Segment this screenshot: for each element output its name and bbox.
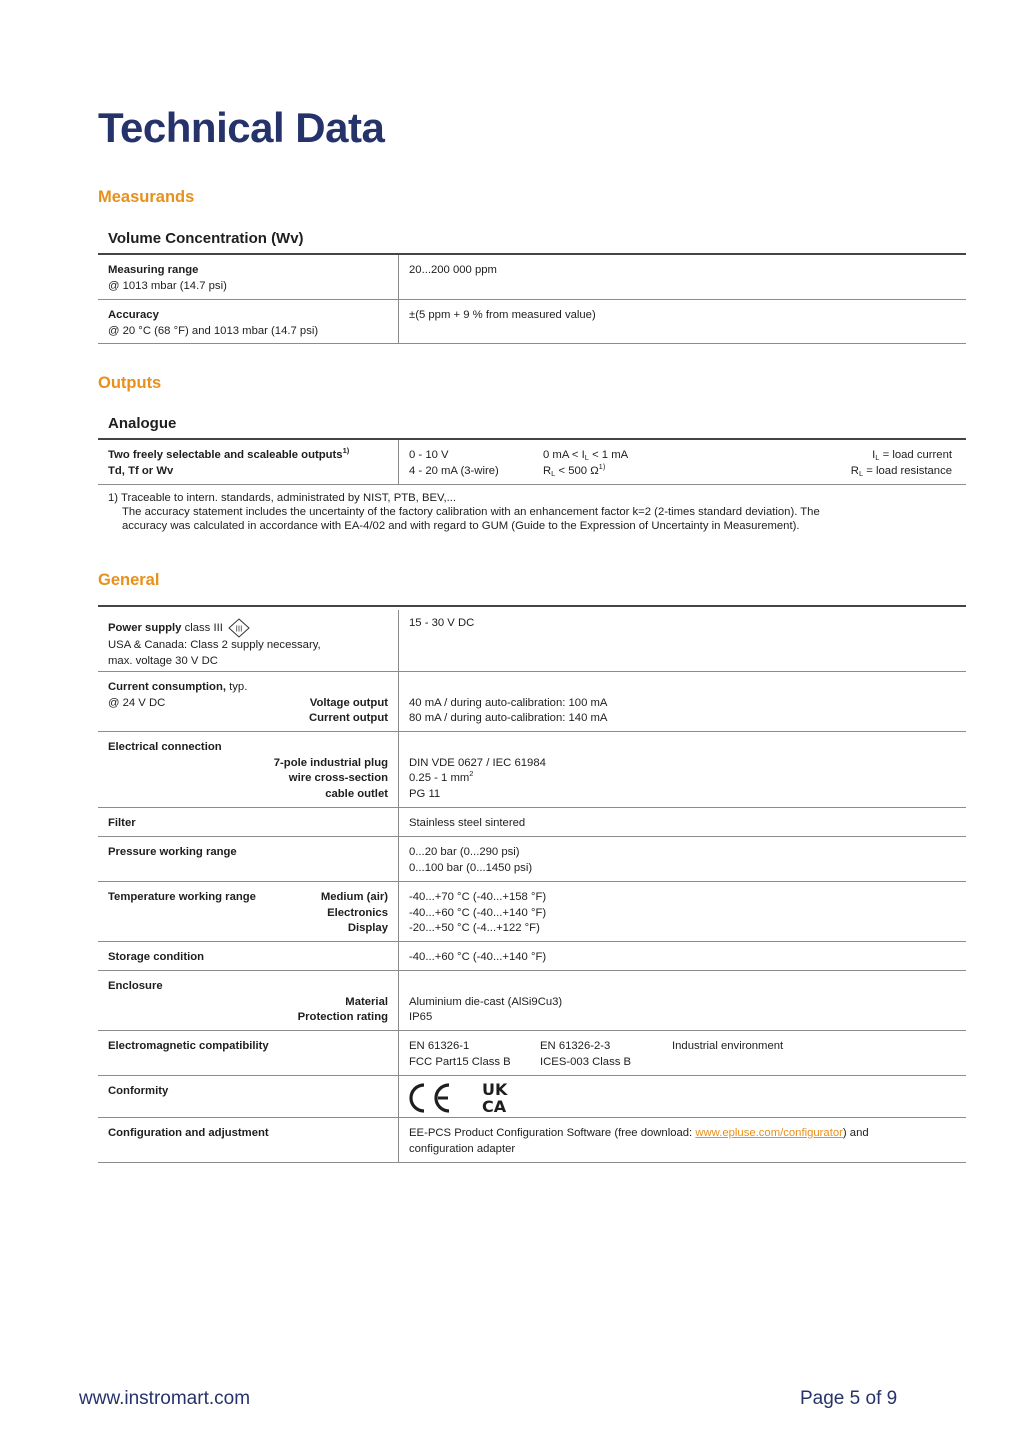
- general-table: [98, 605, 966, 1163]
- electrical-connection-label: Electrical connection: [108, 741, 222, 753]
- enclosure-label: Enclosure: [108, 980, 163, 992]
- outputs-heading: Outputs: [98, 374, 162, 392]
- measuring-range-value: 20...200 000 ppm: [409, 264, 497, 276]
- configurator-link[interactable]: www.epluse.com/configurator: [695, 1127, 843, 1139]
- table-row: [98, 1031, 966, 1076]
- emc-environment: Industrial environment: [672, 1040, 784, 1052]
- power-supply-value: 15 - 30 V DC: [409, 617, 475, 629]
- measurands-heading: Measurands: [98, 188, 195, 206]
- configuration-adapter: configuration adapter: [409, 1142, 516, 1155]
- ce-mark-icon: [409, 1082, 455, 1114]
- load-resistance-note: $R_L$ = load resistance: [850, 464, 952, 478]
- measuring-range-condition: @ 1013 mbar (14.7 psi): [108, 279, 227, 292]
- filter-value: Stainless steel sintered: [409, 817, 526, 829]
- power-supply-note: USA & Canada: Class 2 supply necessary,: [108, 639, 321, 651]
- protection-class-iii-icon: [228, 618, 250, 638]
- pressure-range-label: Pressure working range: [108, 846, 237, 858]
- power-supply-max-voltage: max. voltage 30 V DC: [108, 654, 218, 667]
- current-output-consumption: 80 mA / during auto-calibration: 140 mA: [409, 712, 608, 724]
- industrial-plug-label: 7-pole industrial plug: [273, 756, 388, 769]
- page-title: Technical Data: [98, 104, 385, 151]
- table-row: [98, 808, 966, 837]
- cable-outlet-value: PG 11: [409, 787, 441, 800]
- voltage-output-label: Voltage output: [309, 696, 388, 709]
- storage-condition-label: Storage condition: [108, 951, 205, 963]
- accuracy-label: Accuracy: [108, 309, 159, 321]
- display-temperature: -20...+50 °C (-4...+122 °F): [409, 922, 540, 934]
- emc-standard-1: EN 61326-1: [409, 1040, 470, 1052]
- outputs-table: [98, 438, 966, 485]
- footer-page-number: Page 5 of 9: [800, 1388, 898, 1409]
- voltage-output-consumption: 40 mA / during auto-calibration: 100 mA: [409, 696, 608, 709]
- current-consumption-label: Current consumption,: [108, 681, 226, 693]
- table-row: [98, 1076, 966, 1118]
- current-output-label: Current output: [308, 712, 388, 724]
- footnote: [108, 491, 820, 534]
- ukca-mark-icon: [480, 1080, 520, 1114]
- voltage-load-condition: 0 mA < $I_L < 1$ mA: [543, 449, 629, 462]
- footer-website[interactable]: www.instromart.com: [79, 1388, 251, 1409]
- table-row: [98, 732, 966, 808]
- outputs-parameters: Td, Tf or Wv: [108, 464, 174, 477]
- emc-label: Electromagnetic compatibility: [108, 1040, 269, 1052]
- table-row: [98, 440, 966, 485]
- analogue-subheading: Analogue: [108, 415, 177, 432]
- table-row: [98, 971, 966, 1031]
- electronics-temperature: -40...+60 °C (-40...+140 °F): [409, 906, 547, 919]
- table-row: [98, 882, 966, 942]
- temperature-range-label: Temperature working range: [108, 891, 256, 903]
- emc-standard-2: EN 61326-2-3: [540, 1040, 611, 1052]
- filter-label: Filter: [108, 817, 136, 829]
- svg-text:UK: UK: [482, 1080, 508, 1099]
- table-row: [98, 255, 966, 300]
- outputs-label: Two freely selectable and scaleable outputs$^{1)}$: [108, 446, 350, 461]
- footnote-line-2: The accuracy statement includes the uncertainty of the factory calibration with an enhancement factor k=2 (2-times standard deviation). The: [122, 506, 820, 519]
- output-row-1: [409, 448, 956, 464]
- svg-text:III: III: [235, 624, 243, 634]
- table-row: [98, 837, 966, 882]
- voltage-output-range: 0 - 10 V: [409, 449, 449, 461]
- emc-standard-3: FCC Part15 Class B: [409, 1055, 511, 1068]
- load-current-note: $I_L$ = load current: [872, 449, 952, 462]
- accuracy-condition: @ 20 °C (68 °F) and 1013 mbar (14.7 psi): [108, 324, 319, 337]
- current-output-range: 4 - 20 mA (3-wire): [409, 464, 499, 477]
- pressure-range-value-2: 0...100 bar (0...1450 psi): [409, 861, 533, 874]
- volume-concentration-subheading: Volume Concentration (Wv): [108, 230, 304, 247]
- general-heading: General: [98, 571, 160, 589]
- output-row-2: [409, 461, 956, 480]
- storage-condition-value: -40...+60 °C (-40...+140 °F): [409, 951, 547, 963]
- wire-cross-section-value: 0.25 - 1 $mm^2$: [409, 769, 474, 784]
- svg-text:CA: CA: [482, 1097, 507, 1114]
- cable-outlet-label: cable outlet: [325, 787, 388, 800]
- protection-rating-value: IP65: [409, 1011, 433, 1023]
- medium-air-label: Medium (air): [320, 891, 388, 903]
- current-load-condition: $R_L < 500$ $\Omega^{1)}$: [543, 461, 606, 478]
- protection-rating-label: Protection rating: [297, 1011, 388, 1023]
- conformity-label: Conformity: [108, 1085, 169, 1097]
- table-row: Configuration and adjustment EE-PCS Product Configuration Software (free download: www.epluse.com/configurator) and configuration adapter: [98, 1118, 966, 1163]
- current-consumption-condition: @ 24 V DC: [108, 696, 166, 709]
- pressure-range-value-1: 0...20 bar (0...290 psi): [409, 846, 520, 858]
- electronics-label: Electronics: [327, 906, 388, 919]
- footnote-line-1: 1) Traceable to intern. standards, administrated by NIST, PTB, BEV,...: [108, 492, 457, 504]
- measuring-range-label: Measuring range: [108, 264, 199, 276]
- table-row: Power supply class III III USA & Canada: Class 2 supply necessary, max. voltage 30 V DC 15 - 30 V DC: [98, 607, 966, 672]
- wire-cross-section-label: wire cross-section: [288, 772, 388, 784]
- configuration-label: Configuration and adjustment: [108, 1127, 269, 1139]
- power-supply-label: Power supply: [108, 621, 182, 634]
- material-label: Material: [345, 995, 388, 1008]
- emc-standard-4: ICES-003 Class B: [540, 1055, 632, 1068]
- table-row: [98, 942, 966, 971]
- footnote-line-3: accuracy was calculated in accordance with EA-4/02 and with regard to GUM (Guide to the Expression of Uncertainty in Measurement).: [122, 520, 800, 533]
- table-row: [98, 300, 966, 344]
- industrial-plug-value: DIN VDE 0627 / IEC 61984: [409, 756, 546, 769]
- measurands-table: [98, 253, 966, 344]
- material-value: Aluminium die-cast (AlSi9Cu3): [409, 995, 563, 1008]
- medium-air-temperature: -40...+70 °C (-40...+158 °F): [409, 891, 547, 903]
- table-row: Current consumption, typ. @ 24 V DC Voltage output Current output 40 mA / during auto-calibration: 100 mA 80 mA / during auto-calibration: 140 mA: [98, 672, 966, 732]
- accuracy-value: ±(5 ppm + 9 % from measured value): [409, 309, 596, 321]
- display-label: Display: [347, 922, 388, 934]
